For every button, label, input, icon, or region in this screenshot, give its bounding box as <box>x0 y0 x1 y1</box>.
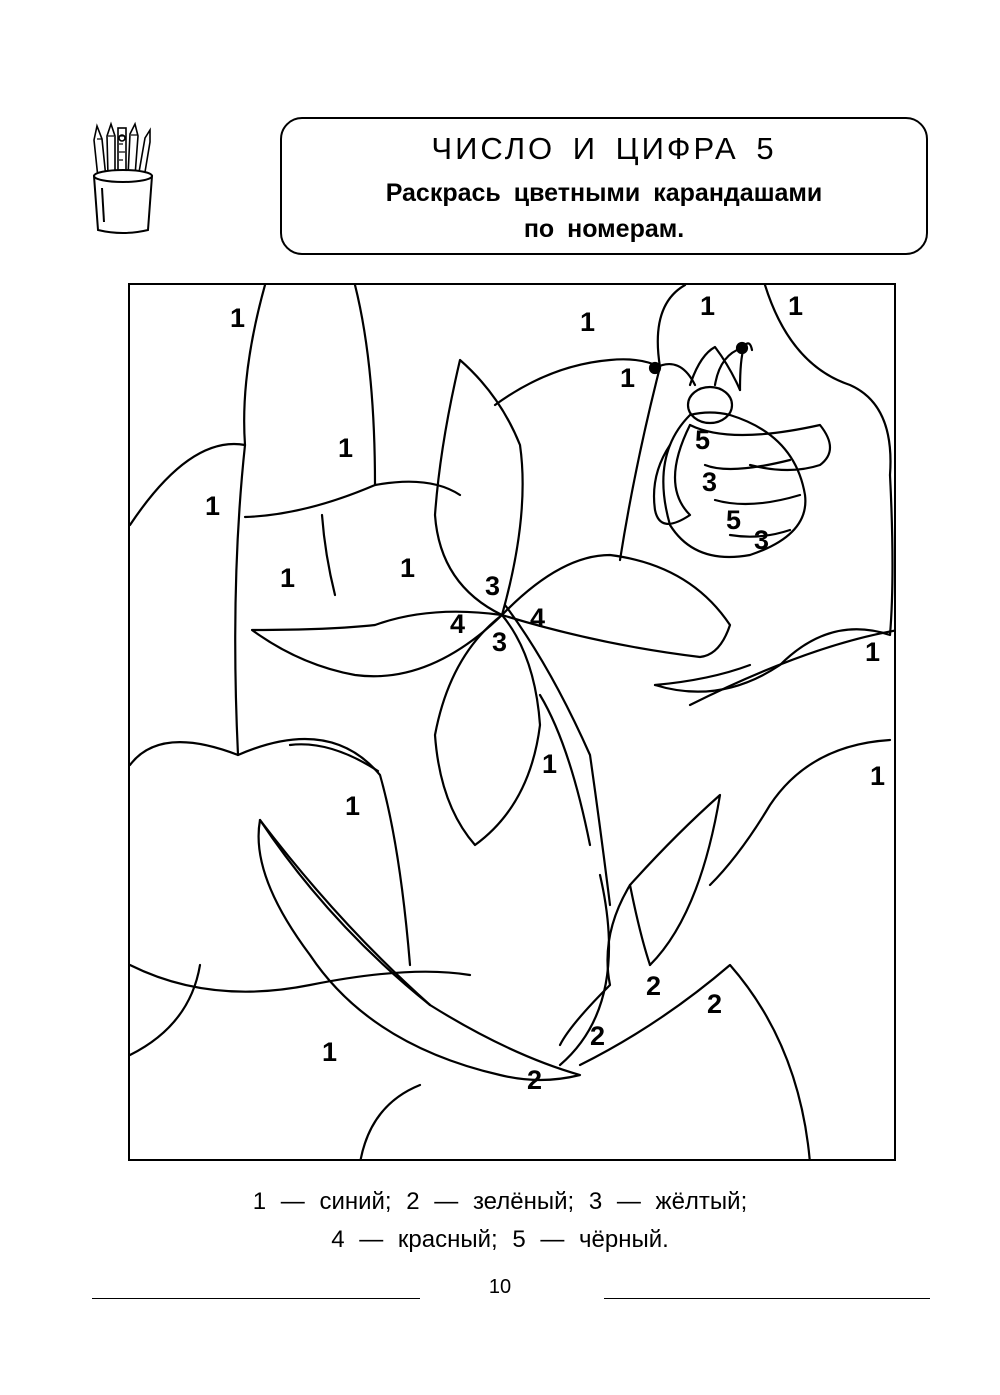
region-number: 4 <box>450 609 466 639</box>
instruction-line-2: по номерам. <box>523 215 685 243</box>
region-number: 3 <box>492 627 508 657</box>
region-number: 1 <box>338 433 354 463</box>
region-numbers <box>130 285 885 1095</box>
region-number: 1 <box>700 291 716 321</box>
color-legend <box>0 1183 1000 1259</box>
region-number: 1 <box>580 307 596 337</box>
region-number: 1 <box>788 291 804 321</box>
pencil-cup-icon <box>88 118 158 238</box>
footer-rule-left <box>92 1298 420 1299</box>
region-number: 1 <box>400 553 416 583</box>
region-number: 1 <box>345 791 361 821</box>
region-number: 5 <box>695 425 711 455</box>
region-number: 1 <box>205 491 221 521</box>
footer-rule-right <box>604 1298 930 1299</box>
page-number: 10 <box>488 1276 512 1298</box>
region-number: 1 <box>280 563 296 593</box>
region-number: 3 <box>485 571 501 601</box>
region-number: 1 <box>620 363 636 393</box>
instruction-line-1: Раскрась цветными карандашами <box>385 179 823 207</box>
region-number: 1 <box>865 637 881 667</box>
region-number: 3 <box>702 467 718 497</box>
region-number: 2 <box>646 971 662 1001</box>
region-number: 4 <box>530 603 546 633</box>
region-number: 1 <box>230 303 246 333</box>
region-number: 5 <box>726 505 742 535</box>
coloring-picture <box>128 283 896 1161</box>
region-number: 2 <box>527 1065 543 1095</box>
region-number: 1 <box>870 761 886 791</box>
region-number: 1 <box>322 1037 338 1067</box>
legend-line-1: 1 — синий; 2 — зелёный; 3 — жёлтый; <box>252 1188 748 1215</box>
page-title: ЧИСЛО И ЦИФРА 5 <box>431 131 777 166</box>
instruction-text <box>282 175 926 247</box>
region-number: 3 <box>754 525 770 555</box>
title-box <box>280 117 928 255</box>
region-number: 1 <box>542 749 558 779</box>
coloring-lines <box>130 285 896 1161</box>
region-number: 2 <box>590 1021 606 1051</box>
region-number: 2 <box>707 989 723 1019</box>
legend-line-2: 4 — красный; 5 — чёрный. <box>331 1226 669 1253</box>
